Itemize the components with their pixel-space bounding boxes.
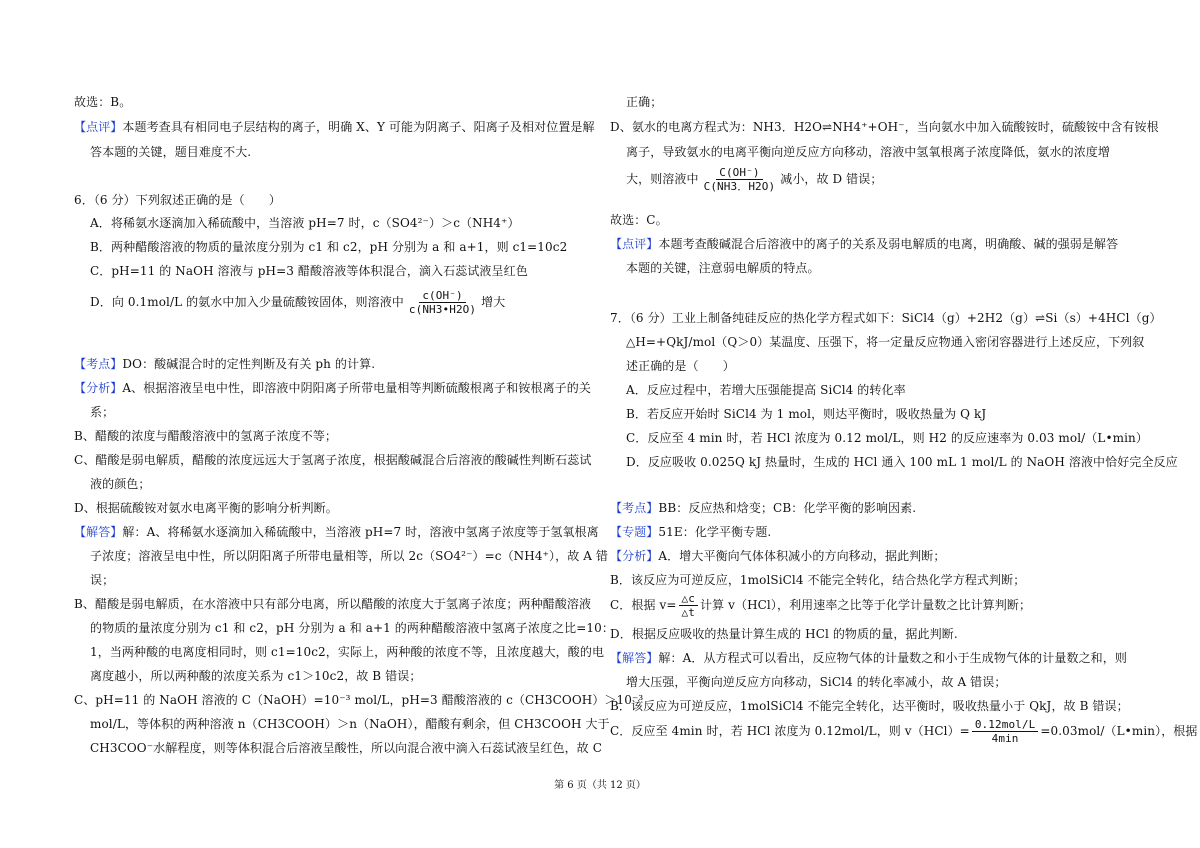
text-line: 1，当两种酸的电离度相同时，则 c1=10c2，实际上，两种酸的浓度不等，且浓度越大，酸的电 <box>90 645 605 659</box>
question-7-option-a: A．反应过程中，若增大压强能提高 SiCl4 的转化率 <box>626 383 906 397</box>
zhuanti-tag: 【专题】 <box>610 525 659 539</box>
comment-line: 【点评】本题考查酸碱混合后溶液中的离子的关系及弱电解质的电离，明确酸、碱的强弱是解答 <box>610 237 1119 251</box>
kaodian-line: 【考点】DO：酸碱混合时的定性判断及有关 ph 的计算. <box>74 357 376 371</box>
text-line: 的物质的量浓度分别为 c1 和 c2，pH 分别为 a 和 a+1 的两种醋酸溶液中氢离子浓度之比=10： <box>90 621 614 635</box>
comment-tag: 【点评】 <box>74 120 123 134</box>
jieda-tag: 【解答】 <box>74 525 123 539</box>
question-6-option-c: C．pH=11 的 NaOH 溶液与 pH=3 醋酸溶液等体积混合，滴入石蕊试液呈红色 <box>90 264 528 278</box>
text-line: D、根据硫酸铵对氨水电离平衡的影响分析判断。 <box>74 501 338 515</box>
text-line: 离度越小，所以两种酸的浓度关系为 c1＞10c2，故 B 错误； <box>90 669 422 683</box>
fenxi-tag: 【分析】 <box>610 549 659 563</box>
question-6-option-a: A．将稀氨水逐滴加入稀硫酸中，当溶液 pH=7 时，c（SO4²⁻）＞c（NH4⁺） <box>90 216 520 230</box>
text-line: 述正确的是（ ） <box>626 359 735 373</box>
kaodian-line: 【考点】BB：反应热和焓变；CB：化学平衡的影响因素. <box>610 501 917 515</box>
text-line: B、醋酸的浓度与醋酸溶液中的氢离子浓度不等； <box>74 429 338 443</box>
fraction: $\frac{\text{0.12mol/L}}{4\min}$ <box>972 718 1039 745</box>
jieda-line: 【解答】解：A．从方程式可以看出，反应物气体的计量数之和小于生成物气体的计量数之和，则 <box>610 651 1127 665</box>
question-7-option-d: D．反应吸收 0.025Q kJ 热量时，生成的 HCl 通入 100 mL 1 mol/L 的 NaOH 溶液中恰好完全反应 <box>626 455 1178 469</box>
text-line: 增大压强，平衡向逆反应方向移动，SiCl4 的转化率减小，故 A 错误； <box>626 675 1007 689</box>
kaodian-tag: 【考点】 <box>74 357 123 371</box>
fenxi-line: 【分析】A．增大平衡向气体体积减小的方向移动，据此判断； <box>610 549 946 563</box>
fraction: $\frac{\triangle c}{\triangle t}$ <box>679 592 698 619</box>
text-line: B．该反应为可逆反应，1molSiCl4 不能完全转化，达平衡时，吸收热量小于 QkJ，故 B 错误； <box>610 699 1129 713</box>
answer-line: 故选：C。 <box>610 213 668 227</box>
text-line: 本题的关键，注意弱电解质的特点。 <box>626 261 820 275</box>
question-6-option-b: B．两种醋酸溶液的物质的量浓度分别为 c1 和 c2，pH 分别为 a 和 a+1，则 c1=10c2 <box>90 240 568 254</box>
jieda-line: 【解答】解：A、将稀氨水逐滴加入稀硫酸中，当溶液 pH=7 时，溶液中氢离子浓度等于氢氧根离 <box>74 525 599 539</box>
text-line: CH3COO⁻水解程度，则等体积混合后溶液呈酸性，所以向混合液中滴入石蕊试液呈红色，故 C <box>90 741 602 755</box>
fraction-line: 大，则溶液中 $\frac{C(OH^-)}{C(NH3.H2O)}$ 减小，故 D 错误； <box>626 166 883 193</box>
text-line: 正确； <box>626 95 663 109</box>
question-6-option-d: D．向 0.1mol/L 的氨水中加入少量硫酸铵固体，则溶液中 $\frac{c(OH^-)}{c(NH3•H2O)}$ 增大 <box>90 289 506 316</box>
page-footer: 第 6 页（共 12 页） <box>554 780 646 791</box>
zhuanti-line: 【专题】51E：化学平衡专题. <box>610 525 772 539</box>
text-line: mol/L，等体积的两种溶液 n（CH3COOH）＞n（NaOH），醋酸有剩余，但 CH3COOH 大于 <box>90 717 610 731</box>
question-7-stem: 7．（6 分）工业上制备纯硅反应的热化学方程式如下：SiCl4（g）+2H2（g）⇌Si（s）+4HCl（g） <box>610 311 1162 325</box>
fenxi-tag: 【分析】 <box>74 381 123 395</box>
question-6-stem: 6．（6 分）下列叙述正确的是（ ） <box>74 193 281 207</box>
comment-tag: 【点评】 <box>610 237 659 251</box>
question-7-option-b: B．若反应开始时 SiCl4 为 1 mol，则达平衡时，吸收热量为 Q kJ <box>626 407 987 421</box>
text-line: 系； <box>90 405 115 419</box>
text-line: 误； <box>90 573 115 587</box>
fraction: $\frac{C(OH^-)}{C(NH3.H2O)}$ <box>703 166 776 193</box>
answer-line: 故选：B。 <box>74 95 132 109</box>
text-line: 离子，导致氨水的电离平衡向逆反应方向移动，溶液中氢氧根离子浓度降低，氨水的浓度增 <box>626 145 1111 159</box>
text-line: D、氨水的电离方程式为：NH3．H2O⇌NH4⁺+OH⁻，当向氨水中加入硫酸铵时，硫酸铵中含有铵根 <box>610 120 1159 134</box>
text-line: 子浓度；溶液呈电中性，所以阴阳离子所带电量相等，所以 2c（SO4²⁻）=c（NH4⁺），故 A 错 <box>90 549 609 563</box>
text-line: B．该反应为可逆反应，1molSiCl4 不能完全转化，结合热化学方程式判断； <box>610 573 1026 587</box>
text-line: C、pH=11 的 NaOH 溶液的 C（NaOH）=10⁻³ mol/L，pH=3 醋酸溶液的 c（CH3COOH）＞10⁻³ <box>74 693 644 707</box>
text-line: C、醋酸是弱电解质，醋酸的浓度远远大于氢离子浓度，根据酸碱混合后溶液的酸碱性判断石蕊试 <box>74 453 592 467</box>
fraction: $\frac{c(OH^-)}{c(NH3•H2O)}$ <box>408 289 477 316</box>
comment-line: 【点评】本题考查具有相同电子层结构的离子，明确 X、Y 可能为阴离子、阳离子及相对位置是解 <box>74 120 595 134</box>
fenxi-line: 【分析】A、根据溶液呈电中性，即溶液中阴阳离子所带电量相等判断硫酸根离子和铵根离子的关 <box>74 381 591 395</box>
fraction-line: C．反应至 4min 时，若 HCl 浓度为 0.12mol/L，则 v（HCl）= $\frac{\text{0.12mol/L}}{4\min}$ =0.03mol/（L•min），根据 <box>610 718 1198 745</box>
text-line: 答本题的关键，题目难度不大. <box>90 145 252 159</box>
text-line: △H=+QkJ/mol（Q＞0）某温度、压强下，将一定量反应物通入密闭容器进行上述反应，下列叙 <box>626 335 1145 349</box>
jieda-tag: 【解答】 <box>610 651 659 665</box>
text-line: B、醋酸是弱电解质，在水溶液中只有部分电离，所以醋酸的浓度大于氢离子浓度；两种醋酸溶液 <box>74 597 592 611</box>
kaodian-tag: 【考点】 <box>610 501 659 515</box>
fraction-line: C．根据 v= $\frac{\triangle c}{\triangle t}$ 计算 v（HCl），利用速率之比等于化学计量数之比计算判断； <box>610 592 1032 619</box>
text-line: D．根据反应吸收的热量计算生成的 HCl 的物质的量，据此判断. <box>610 627 958 641</box>
text-line: 液的颜色； <box>90 477 151 491</box>
question-7-option-c: C．反应至 4 min 时，若 HCl 浓度为 0.12 mol/L，则 H2 的反应速率为 0.03 mol/（L•min） <box>626 431 1148 445</box>
